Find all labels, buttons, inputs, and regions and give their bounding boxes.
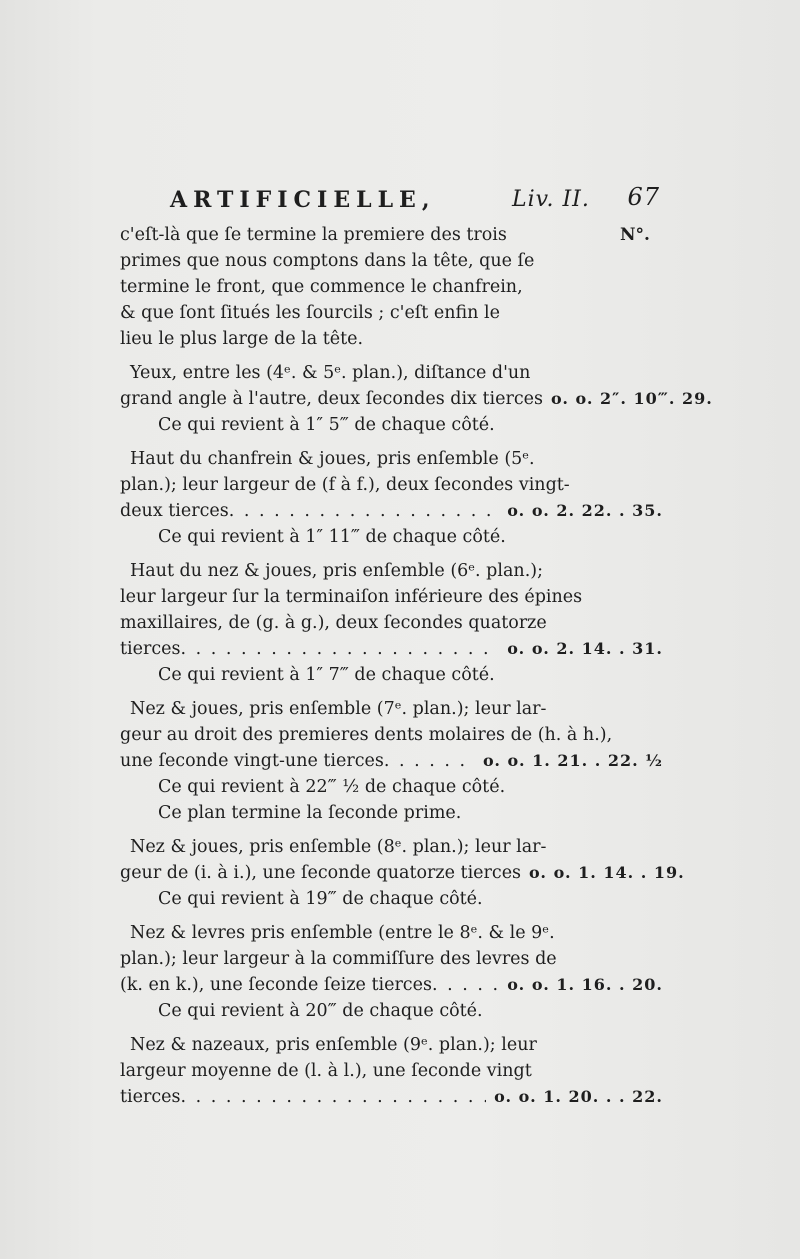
text-line: Haut du nez & joues, pris enſemble (6ᵉ. plan.);: [130, 561, 543, 581]
text-block: [108, 222, 713, 1110]
measurement-value: o. o. 1. 14. . 19.: [529, 863, 685, 882]
paragraph: [108, 222, 663, 352]
dot-leader: [229, 498, 500, 524]
text-line: plan.); leur largeur à la commiſſure des levres de: [120, 949, 557, 969]
line-text: geur de (i. à i.), une ſeconde quatorze tierces: [120, 863, 522, 883]
text-line: primes que nous comptons dans la tête, que ſe: [120, 251, 535, 271]
dot-leader: [181, 1084, 487, 1110]
paragraph-flow: [108, 222, 713, 1110]
paragraph: [108, 558, 663, 688]
page-number: 67: [627, 183, 660, 211]
note-line: Ce qui revient à 22‴ ½ de chaque côté.: [158, 777, 506, 797]
line-text: une ſeconde vingt-une tierces: [120, 751, 384, 771]
paragraph: [108, 920, 663, 1024]
text-line: lieu le plus large de la tête.: [120, 329, 364, 349]
note-line: Ce qui revient à 20‴ de chaque côté.: [158, 1001, 483, 1021]
note-line: Ce plan termine la ſeconde prime.: [158, 803, 462, 823]
line-text: grand angle à l'autre, deux ſecondes dix tierces: [120, 389, 543, 409]
header-book: Liv. II.: [512, 187, 590, 212]
line-text: (k. en k.), une ſeconde ſeize tierces: [120, 975, 432, 995]
note-line: Ce qui revient à 1″ 11‴ de chaque côté.: [158, 527, 506, 547]
text-line: Nez & nazeaux, pris enſemble (9ᵉ. plan.); leur: [130, 1035, 537, 1055]
measurement-value: o. o. 1. 16. . 20.: [507, 975, 663, 994]
measurement-value: o. o. 2″. 10‴. 29.: [550, 389, 713, 408]
paragraph: [108, 1032, 663, 1110]
text-line: plan.); leur largeur de (f à f.), deux ſecondes vingt-: [120, 475, 570, 495]
line-text: tierces: [120, 1087, 181, 1107]
header-title: ARTIFICIELLE,: [170, 187, 436, 213]
paragraph: [108, 360, 713, 438]
dot-leader: [432, 972, 499, 998]
measurement-line: [120, 498, 663, 524]
text-line: & que ſont ſitués les ſourcils ; c'eſt enfin le: [120, 303, 500, 323]
measurement-value: o. o. 1. 20. . . 22.: [494, 1087, 663, 1106]
measurement-line: [120, 860, 685, 886]
paragraph: [108, 696, 663, 826]
measurement-line: [120, 748, 663, 774]
running-header: [170, 183, 660, 219]
dot-leader: [181, 636, 500, 662]
text-line: Nez & joues, pris enſemble (7ᵉ. plan.); leur lar-: [130, 699, 547, 719]
measurement-line: [120, 636, 663, 662]
text-line: Haut du chanfrein & joues, pris enſemble (5ᵉ.: [130, 449, 535, 469]
note-line: Ce qui revient à 1″ 7‴ de chaque côté.: [158, 665, 495, 685]
dot-leader: [384, 748, 475, 774]
note-line: Ce qui revient à 19‴ de chaque côté.: [158, 889, 483, 909]
text-line: c'eſt-là que ſe termine la premiere des trois: [120, 225, 507, 245]
measurement-line: [120, 1084, 663, 1110]
text-line: Nez & joues, pris enſemble (8ᵉ. plan.); leur lar-: [130, 837, 547, 857]
line-text: tierces: [120, 639, 181, 659]
measurement-line: [120, 386, 713, 412]
line-text: deux tierces: [120, 501, 229, 521]
measurement-line: [120, 972, 663, 998]
measurement-value: o. o. 2. 14. . 31.: [507, 639, 663, 658]
text-line: leur largeur ſur la terminaiſon inférieure des épines: [120, 587, 583, 607]
text-line: largeur moyenne de (l. à l.), une ſeconde vingt: [120, 1061, 532, 1081]
paragraph: [108, 446, 663, 550]
text-line: termine le front, que commence le chanfrein,: [120, 277, 523, 297]
text-line: Nez & levres pris enſemble (entre le 8ᵉ. & le 9ᵉ.: [130, 923, 555, 943]
measurement-value: o. o. 2. 22. . 35.: [507, 501, 663, 520]
measurement-value: o. o. 1. 21. . 22. ½: [483, 751, 663, 770]
paragraph: [108, 834, 685, 912]
note-line: Ce qui revient à 1″ 5‴ de chaque côté.: [158, 415, 495, 435]
text-line: geur au droit des premieres dents molaires de (h. à h.),: [120, 725, 613, 745]
column-label: N°.: [620, 225, 650, 245]
text-line: Yeux, entre les (4ᵉ. & 5ᵉ. plan.), diſtance d'un: [130, 363, 531, 383]
text-line: maxillaires, de (g. à g.), deux ſecondes quatorze: [120, 613, 547, 633]
